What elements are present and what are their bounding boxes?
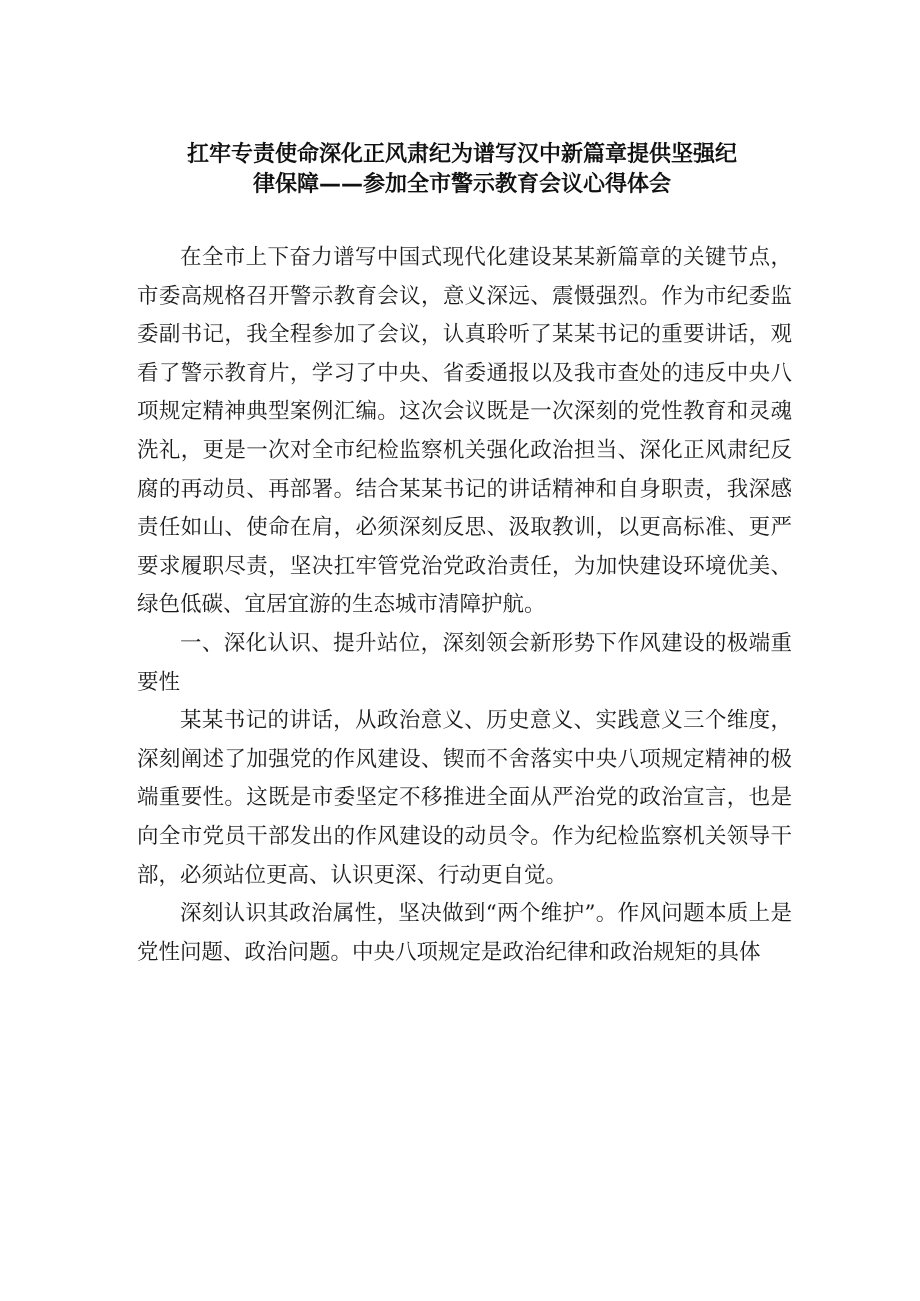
paragraph-political-attribute: 深刻认识其政治属性，坚决做到“两个维护”。作风问题本质上是党性问题、政治问题。中央八项规定是政治纪律和政治规矩的具体	[137, 901, 792, 965]
paragraph-section-1: 某某书记的讲话，从政治意义、历史意义、实践意义三个维度，深刻阐述了加强党的作风建设、锲而不舍落实中央八项规定精神的极端重要性。这既是市委坚定不移推进全面从严治党的政治宣言，也是向全市党员干部发出的作风建设的动员令。作为纪检监察机关领导干部，必须站位更高、认识更深、行动更自觉。	[137, 708, 792, 888]
paragraph-intro: 在全市上下奋力谱写中国式现代化建设某某新篇章的关键节点，市委高规格召开警示教育会议，意义深远、震慑强烈。作为市纪委监委副书记，我全程参加了会议，认真聆听了某某书记的重要讲话，观看了警示教育片，学习了中央、省委通报以及我市查处的违反中央八项规定精神典型案例汇编。这次会议既是一次深刻的党性教育和灵魂洗礼，更是一次对全市纪检监察机关强化政治担当、深化正风肃纪反腐的再动员、再部署。结合某某书记的讲话精神和自身职责，我深感责任如山、使命在肩，必须深刻反思、汲取教训，以更高标准、更严要求履职尽责，坚决扛牢管党治党政治责任，为加快建设环境优美、绿色低碳、宜居宜游的生态城市清障护航。	[137, 245, 792, 618]
title-line-1: 扛牢专责使命深化正风肃纪为谱写汉中新篇章提供坚强纪	[186, 142, 737, 167]
section-heading-1: 一、深化认识、提升站位，深刻领会新形势下作风建设的极端重要性	[137, 630, 792, 695]
title-line-2: 律保障——参加全市警示教育会议心得体会	[252, 172, 671, 197]
document-title	[137, 140, 787, 200]
document-body	[137, 239, 792, 972]
